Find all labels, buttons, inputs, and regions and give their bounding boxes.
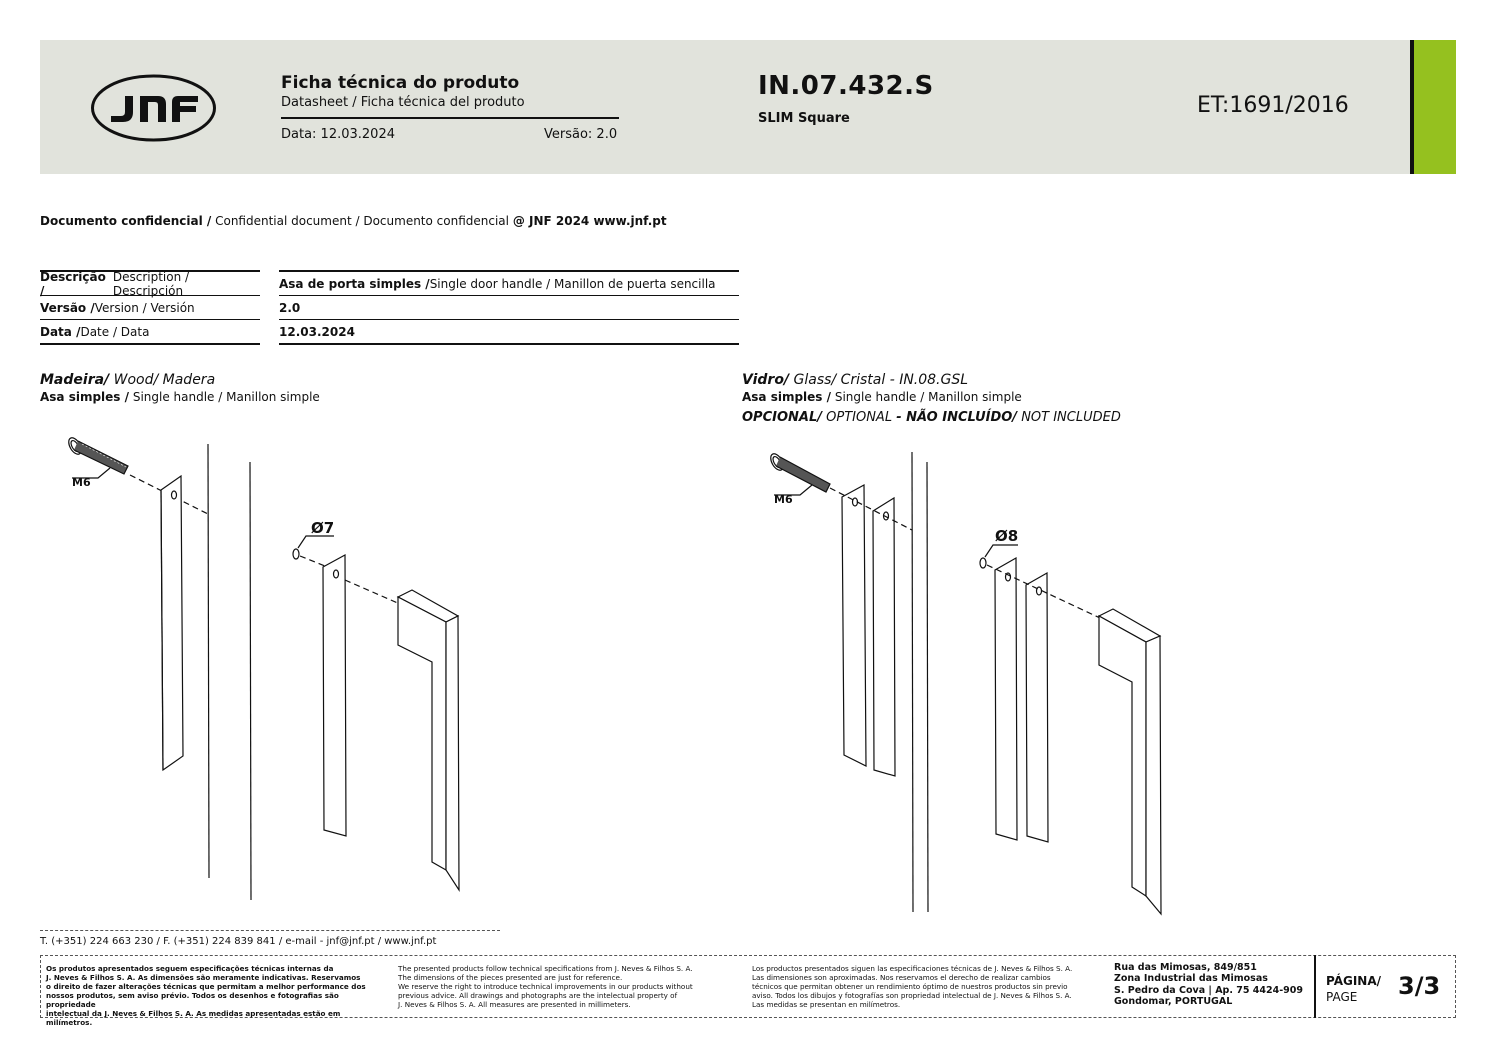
wood-installation-drawing <box>40 430 720 910</box>
glass-screw-label: M6 <box>774 493 793 506</box>
footer-text-pt: Os produtos apresentados seguem especificações técnicas internas da J. Neves & Filhos S. A. As dimensões são meramente indicativas. Reservamos o direito de fazer alterações técnicas que permitam a melhor performance dos nossos produtos, sem aviso prévio. Todos os desenhos e fotografias são propriedade intelectual da J. Neves & Filhos S. A. As medidas apresentadas estão em milímetros. <box>46 964 366 1027</box>
et-reference: ET:1691/2016 <box>1197 93 1349 118</box>
wood-section-subtitle: Asa simples / Single handle / Manillon simple <box>40 390 320 404</box>
washer-icon <box>293 549 299 559</box>
spec-values <box>279 270 739 345</box>
product-model: SLIM Square <box>758 111 850 126</box>
wood-section-title: Madeira/ Wood/ Madera <box>40 372 216 388</box>
confidential-notice: Documento confidencial / Confidential document / Documento confidencial @ JNF 2024 www.jnf.pt <box>40 214 667 228</box>
spec-value-description: Asa de porta simples / Single door handle / Manillon de puerta sencilla <box>279 276 716 291</box>
spec-label-version: Versão / Version / Versión <box>40 300 195 315</box>
footer-contact: T. (+351) 224 663 230 / F. (+351) 224 839 841 / e-mail - jnf@jnf.pt / www.jnf.pt <box>40 936 437 947</box>
header-divider <box>281 117 619 119</box>
spec-value-version: 2.0 <box>279 300 301 315</box>
spec-label-description: Descrição / Description / Descripción <box>40 269 190 298</box>
glass-section-subtitle: Asa simples / Single handle / Manillon simple <box>742 390 1022 404</box>
footer-contact-rule <box>40 930 500 931</box>
wood-hole-label: Ø7 <box>311 519 335 537</box>
glass-section-title: Vidro/ Glass/ Cristal - IN.08.GSL <box>742 372 969 388</box>
footer-text-es: Los productos presentados siguen las especificaciones técnicas de J. Neves & Filhos S. A. Las dimensiones son aproximadas. Nos reservamos el derecho de realizar cambios técnicos que permitan obtener un rendimiento óptimo de nuestros productos sin previo aviso. Todos los dibujos y fotografías son propriedad intelectual de J. Neves & Filhos S. A. Las medidas se presentan en milímetros. <box>752 964 1073 1009</box>
header-date: Data: 12.03.2024 <box>281 127 395 142</box>
glass-installation-drawing <box>760 440 1180 920</box>
footer-address: Rua das Mimosas, 849/851 Zona Industrial das Mimosas S. Pedro da Cova | Ap. 75 4424-909 Gondomar, PORTUGAL <box>1114 962 1303 1008</box>
spec-label-date: Data / Date / Data <box>40 324 150 339</box>
footer-text-en: The presented products follow technical specifications from J. Neves & Filhos S. A. The dimensions of the pieces presented are just for reference. We reserve the right to introduce technical improvements in our products without previous advice. All drawings and photographs are the intelectual property of J. Neves & Filhos S. A. All measures are presented in millimeters. <box>398 964 693 1009</box>
product-code: IN.07.432.S <box>758 71 934 101</box>
accent-bar <box>1410 40 1456 174</box>
footer-divider <box>1314 955 1316 1018</box>
jnf-logo <box>90 73 217 143</box>
datasheet-title: Ficha técnica do produto <box>281 73 520 93</box>
washer-icon <box>980 558 986 568</box>
header-version: Versão: 2.0 <box>544 127 618 142</box>
page-label: PÁGINA/ PAGE <box>1326 974 1382 1004</box>
wood-screw-label: M6 <box>72 476 91 489</box>
glass-optional-note: OPCIONAL/ OPTIONAL - NÃO INCLUÍDO/ NOT INCLUDED <box>742 410 1121 425</box>
spec-labels <box>40 270 260 345</box>
page-number: 3/3 <box>1398 972 1441 1000</box>
datasheet-subtitle: Datasheet / Ficha técnica del produto <box>281 95 525 110</box>
screw-icon <box>768 452 830 492</box>
glass-hole-label: Ø8 <box>995 527 1019 545</box>
spec-value-date: 12.03.2024 <box>279 324 355 339</box>
screw-icon <box>66 436 128 474</box>
